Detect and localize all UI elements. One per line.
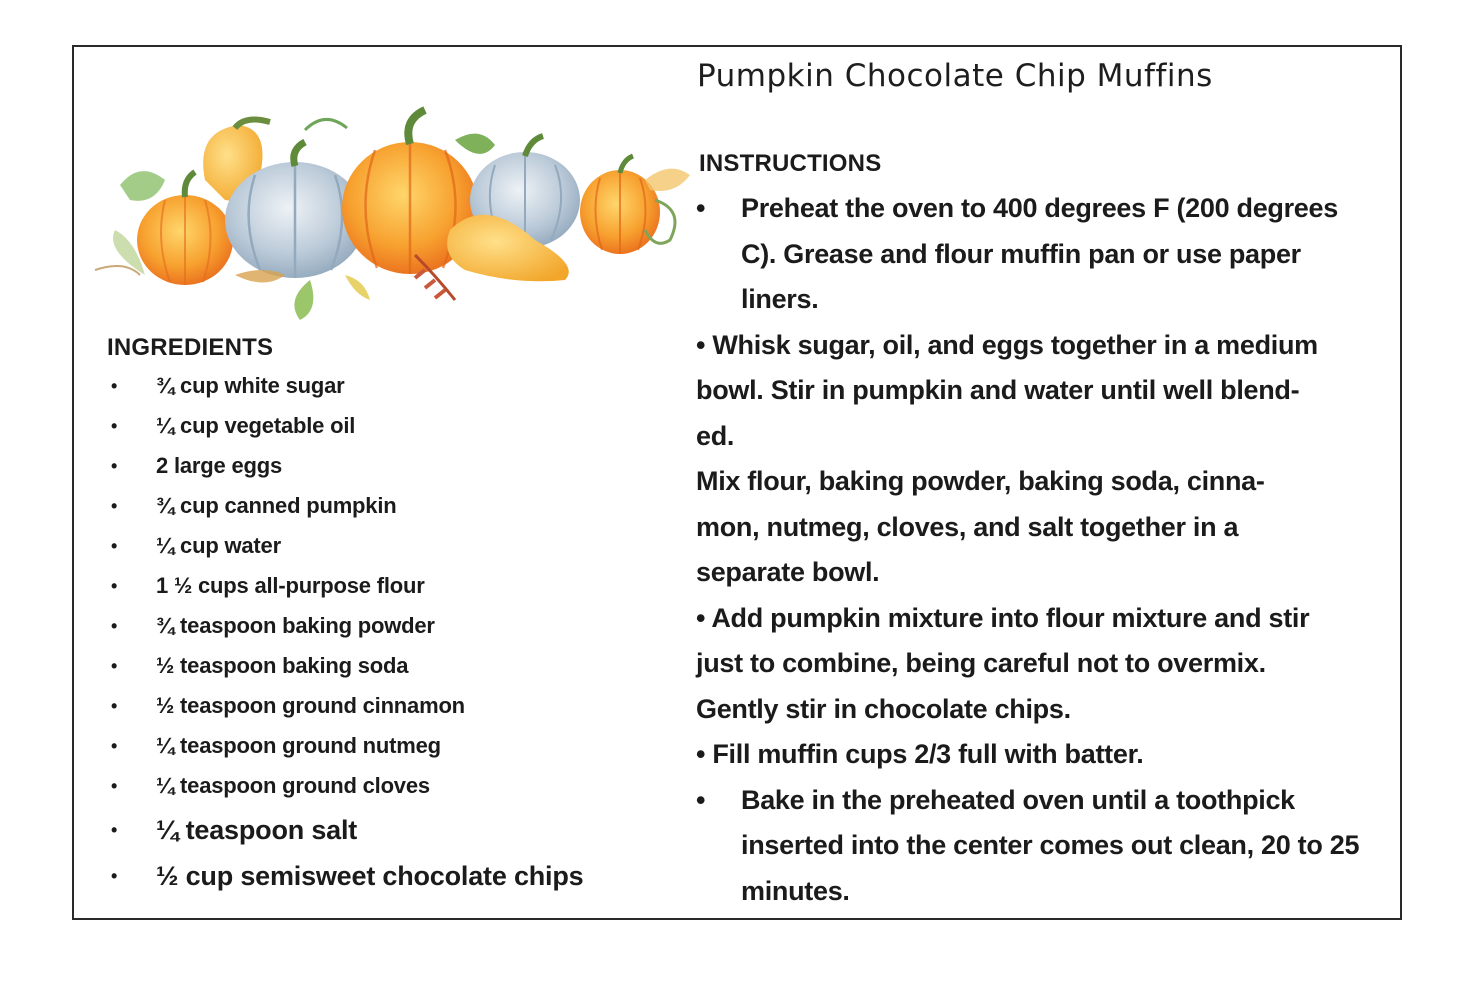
bullet: •: [696, 784, 706, 815]
ingredient-item: [107, 447, 583, 487]
ingredient-text: ½ cup semisweet chocolate chips: [156, 861, 584, 891]
instruction-step: • Whisk sugar, oil, and eggs together in a medium bowl. Stir in pumpkin and water until well blend- ed.: [696, 329, 1318, 451]
ingredient-text: ¼ teaspoon salt: [156, 815, 358, 845]
instruction-text: Bake in the preheated oven until a toothpick inserted into the center comes out clean, 20 to 25 minutes.: [741, 784, 1360, 906]
bullet: •: [111, 736, 118, 756]
ingredient-item: [107, 647, 583, 687]
instructions-list: [696, 186, 1376, 914]
ingredient-text: ¼ cup vegetable oil: [156, 413, 356, 438]
bullet: •: [111, 536, 118, 556]
instruction-text: Preheat the oven to 400 degrees F (200 degrees C). Grease and flour muffin pan or use paper liners.: [741, 193, 1338, 314]
bullet: •: [111, 776, 118, 796]
ingredient-text: 1 ½ cups all-purpose flour: [156, 573, 425, 598]
ingredient-item: [107, 367, 583, 407]
bullet: •: [111, 576, 118, 596]
bullet: •: [111, 656, 118, 676]
instruction-step: • Fill muffin cups 2/3 full with batter.: [696, 739, 1144, 769]
bullet: •: [111, 376, 118, 396]
ingredient-item: [107, 487, 583, 527]
instruction-step: [696, 186, 1376, 323]
bullet: •: [696, 193, 706, 223]
ingredient-item: [107, 687, 583, 727]
recipe-title: Pumpkin Chocolate Chip Muffins: [697, 58, 1213, 94]
bullet: •: [111, 696, 118, 716]
bullet: •: [111, 496, 118, 516]
ingredient-text: ¾ cup canned pumpkin: [156, 493, 397, 518]
ingredient-item: [107, 567, 583, 607]
ingredient-text: ¾ teaspoon baking powder: [156, 613, 435, 638]
ingredient-item: [107, 527, 583, 567]
ingredient-item: [107, 407, 583, 447]
bullet: •: [111, 866, 118, 886]
bullet: •: [111, 616, 118, 636]
ingredient-text: ½ teaspoon ground cinnamon: [156, 693, 465, 718]
ingredient-text: ¼ teaspoon ground nutmeg: [156, 733, 441, 758]
bullet: •: [111, 456, 118, 476]
ingredients-list: [107, 367, 583, 899]
ingredient-text: ¾ cup white sugar: [156, 373, 345, 398]
ingredient-item: [107, 767, 583, 807]
ingredients-heading: INGREDIENTS: [107, 334, 274, 361]
instruction-step: [696, 778, 1376, 915]
ingredient-text: ¼ cup water: [156, 533, 281, 558]
bullet: •: [111, 820, 118, 840]
ingredient-item: [107, 607, 583, 647]
instruction-step: Mix flour, baking powder, baking soda, cinna- mon, nutmeg, cloves, and salt together in a separate bowl.: [696, 466, 1265, 587]
instructions-heading: INSTRUCTIONS: [699, 150, 882, 177]
ingredient-text: ½ teaspoon baking soda: [156, 653, 409, 678]
pumpkins-illustration: [85, 100, 695, 325]
bullet: •: [111, 416, 118, 436]
ingredient-item: [107, 807, 583, 853]
ingredient-item: [107, 727, 583, 767]
instruction-step: • Add pumpkin mixture into flour mixture and stir just to combine, being careful not to overmix. Gently stir in chocolate chips.: [696, 602, 1310, 724]
ingredient-item: [107, 853, 583, 899]
ingredient-text: ¼ teaspoon ground cloves: [156, 773, 430, 798]
ingredient-text: 2 large eggs: [156, 453, 282, 478]
